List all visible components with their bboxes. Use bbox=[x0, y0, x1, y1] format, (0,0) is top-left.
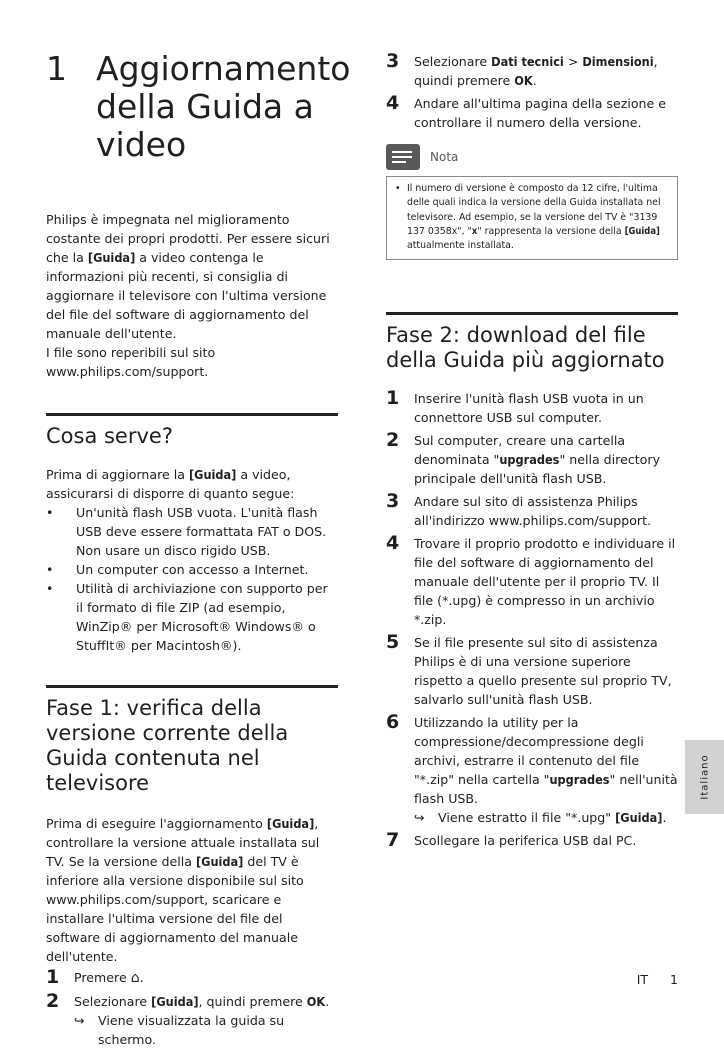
keyword-term: [Guida] bbox=[151, 994, 199, 1009]
step-number: 5 bbox=[386, 631, 400, 654]
step-result bbox=[414, 808, 678, 827]
step-item bbox=[386, 534, 678, 629]
step-item bbox=[46, 992, 338, 1049]
home-icon: ⌂ bbox=[130, 970, 140, 986]
chapter-title bbox=[46, 49, 351, 164]
fase1-steps-continued bbox=[386, 52, 678, 132]
text-run: > bbox=[563, 54, 583, 69]
intro-support-line: I file sono reperibili sul sito www.philips.com/support. bbox=[46, 345, 216, 379]
note-icon bbox=[386, 144, 420, 170]
keyword-term: Dimensioni bbox=[582, 54, 654, 69]
note-header bbox=[386, 144, 678, 170]
result-text bbox=[438, 808, 666, 827]
bullet-icon: • bbox=[395, 183, 401, 194]
page-footer bbox=[637, 972, 678, 987]
keyword-term: Dati tecnici bbox=[491, 54, 564, 69]
step-number: 6 bbox=[386, 711, 400, 734]
text-run: , quindi premere bbox=[198, 994, 307, 1009]
step-item bbox=[386, 431, 678, 488]
requirements-list bbox=[46, 503, 338, 655]
text-run: Selezionare bbox=[414, 54, 492, 69]
fase1-heading: Fase 1: verifica della versione corrente della Guida contenuta nel televisore bbox=[46, 696, 289, 795]
text-run: Prima di eseguire l'aggiornamento bbox=[46, 816, 267, 831]
keyword-term: [Guida] bbox=[87, 250, 136, 265]
keyword-term: [Guida] bbox=[624, 225, 660, 237]
step-number: 3 bbox=[386, 490, 400, 513]
side-tab-label: Italiano bbox=[699, 754, 710, 800]
keyword-term: [Guida] bbox=[196, 854, 244, 869]
step-text bbox=[414, 633, 678, 709]
page-number: 1 bbox=[670, 972, 678, 987]
step-text bbox=[74, 992, 338, 1049]
text-run: a video contenga le informazioni più recenti, si consiglia di aggiornare il televisore con l'ultima versione del file del software di aggiornamento del manuale dell'utente. bbox=[46, 250, 327, 341]
text-run: . bbox=[139, 970, 144, 985]
keyword-term: x bbox=[471, 225, 478, 237]
step-item bbox=[386, 633, 678, 709]
list-item-text: Utilità di archiviazione con supporto per il formato di file ZIP (ad esempio, WinZip® per Microsoft® Windows® o StuffIt® per Macintosh®). bbox=[76, 581, 328, 653]
step-item bbox=[386, 52, 678, 90]
text-run: " nella directory principale dell'unità flash USB. bbox=[414, 452, 661, 487]
text-run: Utilizzando la utility per la compressione/decompressione degli archivi, estrarre il contenuto del file "*.zip" nella cartella " bbox=[414, 715, 644, 788]
text-run: Sul computer, creare una cartella denominata " bbox=[414, 433, 626, 468]
chapter-number: 1 bbox=[46, 49, 67, 88]
keyword-term: [Guida] bbox=[188, 467, 237, 482]
bullet-icon: • bbox=[46, 562, 54, 577]
keyword-term: OK bbox=[306, 994, 326, 1009]
step-text bbox=[414, 713, 678, 827]
language-side-tab bbox=[685, 740, 724, 814]
step-text bbox=[414, 534, 678, 629]
fase1-steps bbox=[46, 968, 338, 1049]
text-run: " rappresenta la versione della bbox=[477, 225, 625, 237]
section-rule bbox=[386, 312, 678, 315]
text-run: Andare sul sito di assistenza Philips all'indirizzo www.philips.com/support. bbox=[414, 494, 652, 529]
step-text bbox=[414, 52, 678, 90]
list-item-text: Un computer con accesso a Internet. bbox=[76, 562, 309, 577]
text-run: Andare all'ultima pagina della sezione e controllare il numero della versione. bbox=[414, 96, 667, 130]
keyword-term: upgrades bbox=[499, 452, 560, 468]
section-rule bbox=[46, 413, 338, 416]
fase2-steps bbox=[386, 389, 678, 850]
step-item bbox=[386, 713, 678, 827]
fase2-heading: Fase 2: download del file della Guida più aggiornato bbox=[386, 323, 665, 373]
keyword-term: OK bbox=[514, 73, 533, 88]
step-number: 1 bbox=[386, 387, 400, 410]
step-number: 7 bbox=[386, 829, 400, 852]
step-item bbox=[386, 389, 678, 427]
list-item bbox=[46, 503, 338, 560]
text-run: " nell'unità flash USB. bbox=[414, 772, 678, 807]
step-text bbox=[414, 492, 678, 530]
list-item bbox=[46, 560, 338, 579]
bullet-icon: • bbox=[46, 581, 54, 596]
cosa-serve-lead bbox=[46, 465, 338, 503]
step-number: 2 bbox=[46, 990, 60, 1012]
step-number: 2 bbox=[386, 429, 400, 452]
text-run: , quindi premere bbox=[414, 54, 658, 88]
step-main-text bbox=[414, 715, 678, 806]
right-column bbox=[386, 52, 678, 854]
result-arrow-icon: ↪ bbox=[414, 810, 425, 826]
chapter-heading: Aggiornamento della Guida a video bbox=[96, 49, 351, 164]
keyword-term: [Guida] bbox=[615, 810, 663, 826]
list-item-text: Un'unità flash USB vuota. L'unità flash USB deve essere formattata FAT o DOS. Non usare un disco rigido USB. bbox=[76, 505, 327, 558]
intro-paragraph bbox=[46, 210, 338, 343]
left-column bbox=[46, 49, 351, 1053]
step-item bbox=[386, 831, 678, 850]
text-run: , controllare la versione attuale installata sul TV. Se la versione della bbox=[46, 816, 320, 869]
text-run: Scollegare la periferica USB dal PC. bbox=[414, 833, 637, 849]
text-run: Selezionare bbox=[74, 994, 152, 1009]
section-rule bbox=[46, 685, 338, 688]
step-text bbox=[414, 431, 678, 488]
step-number: 3 bbox=[386, 50, 400, 72]
text-run: a video, assicurarsi di disporre di quanto segue: bbox=[46, 467, 295, 501]
step-number: 4 bbox=[386, 92, 400, 114]
fase1-lead bbox=[46, 814, 338, 966]
step-text bbox=[414, 94, 678, 132]
result-text bbox=[98, 1011, 338, 1049]
text-run: Premere bbox=[74, 970, 131, 985]
step-number: 4 bbox=[386, 532, 400, 555]
step-text bbox=[414, 389, 678, 427]
result-arrow-icon: ↪ bbox=[74, 1013, 85, 1028]
step-text bbox=[414, 831, 678, 850]
text-run: Se il file presente sul sito di assistenza Philips è di una versione superiore rispetto a quello presente sul proprio TV, salvarlo sull'unità flash USB. bbox=[414, 635, 672, 708]
note-text bbox=[407, 182, 669, 253]
step-result bbox=[74, 1011, 338, 1049]
note-box bbox=[386, 176, 678, 260]
text-run: Viene visualizzata la guida su schermo. bbox=[98, 1013, 285, 1047]
step-main-text bbox=[74, 994, 329, 1009]
text-run: Viene estratto il file "*.upg" bbox=[438, 810, 616, 826]
step-number: 1 bbox=[46, 966, 60, 988]
step-text bbox=[74, 968, 338, 988]
text-run: Prima di aggiornare la bbox=[46, 467, 189, 482]
footer-language: IT bbox=[636, 972, 649, 987]
note-item bbox=[395, 182, 669, 253]
note-label: Nota bbox=[430, 150, 459, 164]
step-item bbox=[386, 492, 678, 530]
text-run: . bbox=[325, 994, 330, 1009]
step-item bbox=[386, 94, 678, 132]
keyword-term: upgrades bbox=[549, 772, 610, 788]
text-run: del TV è inferiore alla versione disponibile sul sito www.philips.com/support, scaricare e installare l'ultima versione del file del software di aggiornamento del manuale dell'utente. bbox=[46, 854, 304, 964]
bullet-icon: • bbox=[46, 505, 54, 520]
keyword-term: [Guida] bbox=[266, 816, 315, 831]
text-run: . bbox=[532, 73, 537, 88]
text-run: Trovare il proprio prodotto e individuare il file del software di aggiornamento del manuale dell'utente per il proprio TV. Il file (*.upg) è compresso in un archivio *.zip. bbox=[414, 536, 676, 628]
text-run: attualmente installata. bbox=[407, 240, 514, 252]
step-item bbox=[46, 968, 338, 988]
text-run: Philips è impegnata nel miglioramento costante dei propri prodotti. Per essere sicuri che la bbox=[46, 212, 330, 265]
text-run: Inserire l'unità flash USB vuota in un connettore USB sul computer. bbox=[414, 391, 644, 426]
cosa-serve-heading: Cosa serve? bbox=[46, 424, 173, 448]
text-run: Il numero di versione è composto da 12 cifre, l'ultima delle quali indica la versione della Guida installata nel televisore. Ad esempio, se la versione del TV è "3139 137 0358x", " bbox=[407, 183, 661, 237]
text-run: . bbox=[662, 810, 667, 826]
list-item bbox=[46, 579, 338, 655]
